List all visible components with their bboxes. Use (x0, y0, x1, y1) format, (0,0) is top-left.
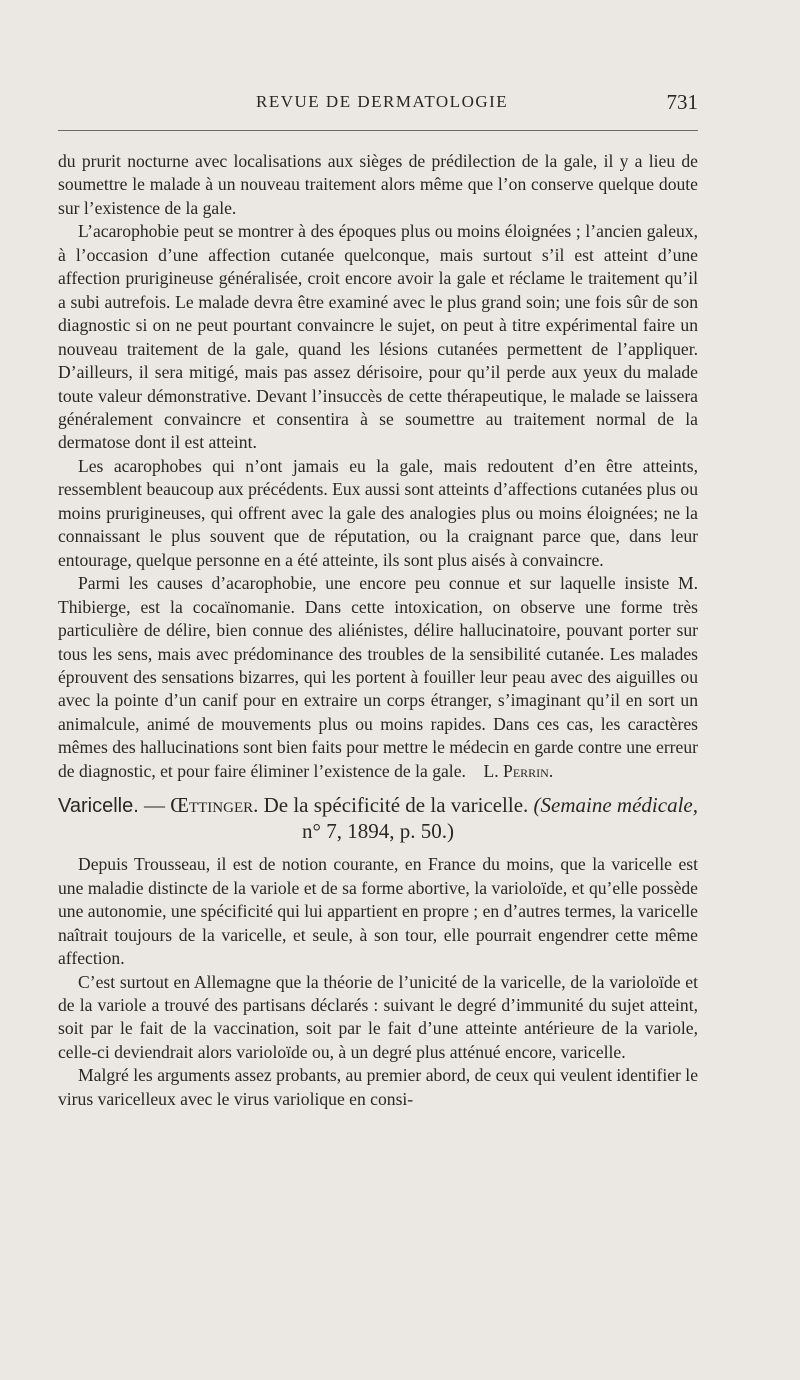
section-heading (58, 793, 698, 844)
section-citation: n° 7, 1894, p. 50.) (302, 819, 454, 844)
section-topic: Varicelle. (58, 795, 139, 818)
running-title: REVUE DE DERMATOLOGIE (256, 92, 509, 111)
section-source: (Semaine médicale, (533, 793, 698, 818)
heading-dash: — (144, 793, 166, 818)
paragraph: Les acarophobes qui n’ont jamais eu la gale, mais redoutent d’en être atteints, ressemblent beaucoup aux précédents. Eux aussi sont atteints d’affections cutanées plus ou moins prurigineuses, qui offrent avec la gale des analogies plus ou moins éloignées; ne la connaissant le plus souvent que de réputation, ou la craignant parce que, dans leur entourage, quelque personne en a été atteinte, ils sont plus aisés à convaincre. (58, 455, 698, 570)
article-body (58, 150, 698, 1111)
paragraph: du prurit nocturne avec localisations aux sièges de prédilection de la gale, il y a lieu de soumettre le malade à un nouveau traitement alors même que l’on conserve quelque doute sur l’existence de la gale. (58, 151, 698, 218)
section-title: De la spécificité de la varicelle. (263, 793, 529, 818)
paragraph: L’acarophobie peut se montrer à des époques plus ou moins éloignées ; l’ancien galeux, à l’occasion d’une affection cutanée quelconque, mais surtout s’il est atteint d’une affection prurigineuse généralisée, croit encore avoir la gale et réclame le traitement qu’il a subi autrefois. Le malade devra être examiné avec le plus grand soin; une fois sûr de son diagnostic si on ne peut pourtant convaincre le sujet, on peut à titre expérimental faire un nouveau traitement de la gale, quand les lésions cutanées permettent de l’appliquer. D’ailleurs, il sera mitigé, mais pas assez dérisoire, pour qu’il perde aux yeux du malade toute valeur démonstrative. Devant l’insuccès de cette thérapeutique, le malade se laissera généralement convaincre et consentira à se soumettre au traitement normal de la dermatose dont il est atteint. (58, 221, 698, 453)
paragraph: C’est surtout en Allemagne que la théorie de l’unicité de la varicelle, de la varioloïde et de la variole a trouvé des partisans déclarés : suivant le degré d’immunité du sujet atteint, soit par le fait de la vaccination, soit par le fait d’une atteinte antérieure de la variole, celle-ci deviendrait alors varioloïde ou, à un degré plus atténué encore, varicelle. (58, 971, 698, 1062)
paragraph-with-signature (58, 572, 698, 783)
paragraph: Malgré les arguments assez probants, au premier abord, de ceux qui veulent identifier le virus varicelleux avec le virus variolique en consi- (58, 1065, 698, 1109)
paragraph-text: Parmi les causes d’acarophobie, une encore peu connue et sur laquelle insiste M. Thibierge, est la cocaïnomanie. Dans cette intoxication, on observe une forme très particulière de délire, bien connue des aliénistes, délire hallucinatoire, pouvant porter sur tous les sens, mais avec prédominance des troubles de la sensibilité cutanée. Les malades éprouvent des sensations bizarres, qui les portent à fouiller leur peau avec des aiguilles ou avec la pointe d’un canif pour en extraire un corps étranger, s’imaginant qu’il en sort un animalcule, animé de mouvements plus ou moins rapides. Dans ces cas, les caractères mêmes des hallucinations sont bien faits pour mettre le médecin en garde contre une erreur de diagnostic, et pour faire éliminer l’existence de la gale. (58, 573, 698, 781)
section-author: Œttinger. (170, 793, 259, 818)
author-signature: L. Perrin. (483, 760, 554, 781)
running-header (58, 92, 698, 120)
header-rule (58, 130, 698, 131)
paragraph: Depuis Trousseau, il est de notion courante, en France du moins, que la varicelle est une maladie distincte de la variole et de sa forme abortive, la varioloïde, et qu’elle possède une autonomie, une spécificité qui lui appartient en propre ; en d’autres termes, la varicelle naîtrait toujours de la varicelle, et seule, à son tour, elle pourrait engendrer cette même affection. (58, 854, 698, 969)
page-number: 731 (666, 90, 698, 114)
